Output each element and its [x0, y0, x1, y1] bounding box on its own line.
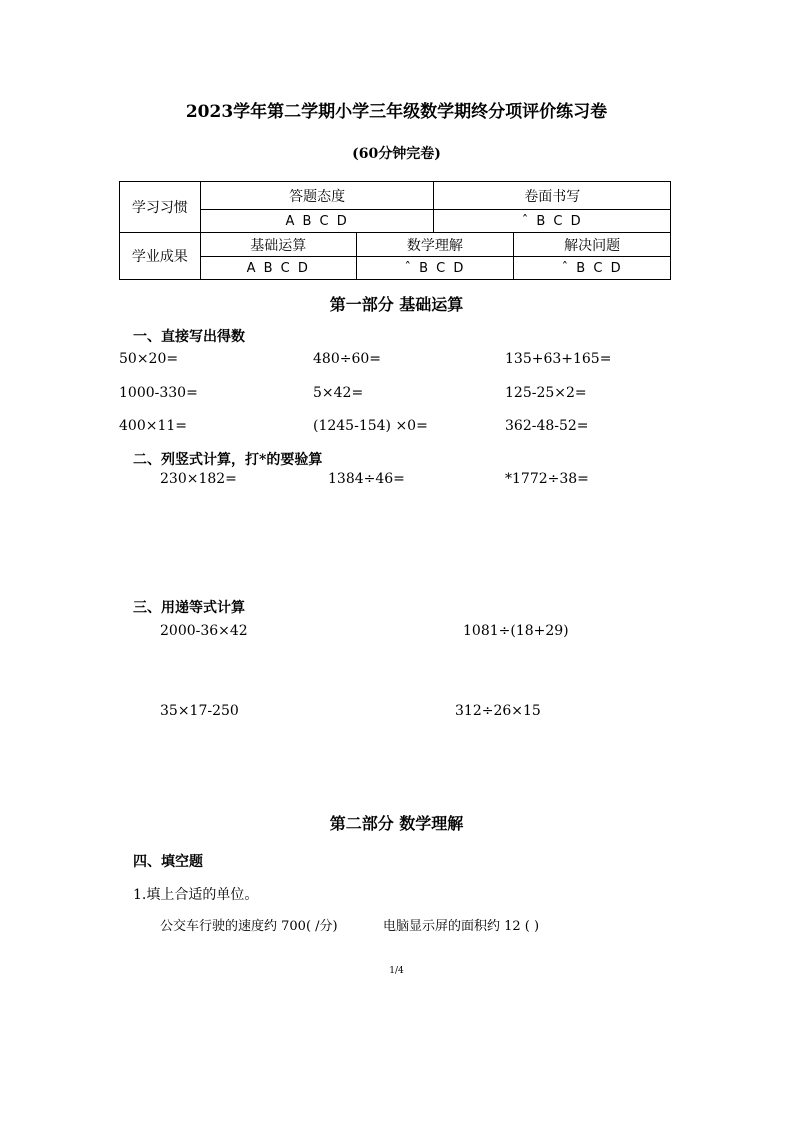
- section2-title: 二、列竖式计算，打*的要验算: [133, 452, 323, 468]
- basic-calc-grade: A B C D: [200, 257, 356, 280]
- question-1-screen-area: 电脑显示屏的面积约 12 ( ): [383, 919, 540, 934]
- handwriting-header: 卷面书写: [434, 182, 671, 210]
- handwriting-grade: ˆ B C D: [434, 210, 671, 233]
- problem-solving-header: 解决问题: [514, 233, 671, 257]
- evaluation-table: [119, 181, 671, 280]
- vertical-calc-item: *1772÷38=: [505, 471, 589, 487]
- direct-calc-item: (1245-154) ×0=: [313, 418, 428, 434]
- page-title: 2023学年第二学期小学三年级数学期终分项评价练习卷: [185, 102, 608, 122]
- direct-calc-item: 5×42=: [313, 385, 364, 401]
- math-understanding-header: 数学理解: [356, 233, 514, 257]
- direct-calc-item: 480÷60=: [313, 351, 381, 367]
- direct-calc-item: 362-48-52=: [505, 418, 589, 434]
- step-calc-item: 35×17-250: [160, 703, 239, 719]
- attitude-header: 答题态度: [200, 182, 434, 210]
- step-calc-item: 312÷26×15: [455, 703, 541, 719]
- result-label: 学业成果: [120, 233, 201, 280]
- basic-calc-header: 基础运算: [200, 233, 356, 257]
- habit-label: 学习习惯: [120, 182, 201, 233]
- direct-calc-item: 400×11=: [119, 418, 187, 434]
- part1-title: 第一部分 基础运算: [329, 295, 464, 314]
- direct-calc-item: 50×20=: [119, 351, 179, 367]
- step-calc-item: 2000-36×42: [160, 623, 248, 639]
- vertical-calc-item: 1384÷46=: [328, 471, 405, 487]
- page-subtitle: (60分钟完卷): [352, 146, 441, 162]
- direct-calc-item: 1000-330=: [119, 385, 198, 401]
- math-understanding-grade: ˆ B C D: [356, 257, 514, 280]
- direct-calc-item: 125-25×2=: [505, 385, 587, 401]
- question-1-bus-speed: 公交车行驶的速度约 700( /分): [160, 919, 338, 934]
- direct-calc-item: 135+63+165=: [505, 351, 612, 367]
- page-number: 1/4: [389, 966, 404, 976]
- problem-solving-grade: ˆ B C D: [514, 257, 671, 280]
- vertical-calc-item: 230×182=: [160, 471, 237, 487]
- part2-title: 第二部分 数学理解: [329, 814, 464, 833]
- section3-title: 三、用递等式计算: [133, 600, 245, 616]
- section1-title: 一、直接写出得数: [133, 329, 245, 345]
- step-calc-item: 1081÷(18+29): [463, 623, 569, 639]
- attitude-grade: A B C D: [200, 210, 434, 233]
- section4-title: 四、填空题: [133, 854, 203, 870]
- question-1: 1.填上合适的单位。: [133, 887, 259, 903]
